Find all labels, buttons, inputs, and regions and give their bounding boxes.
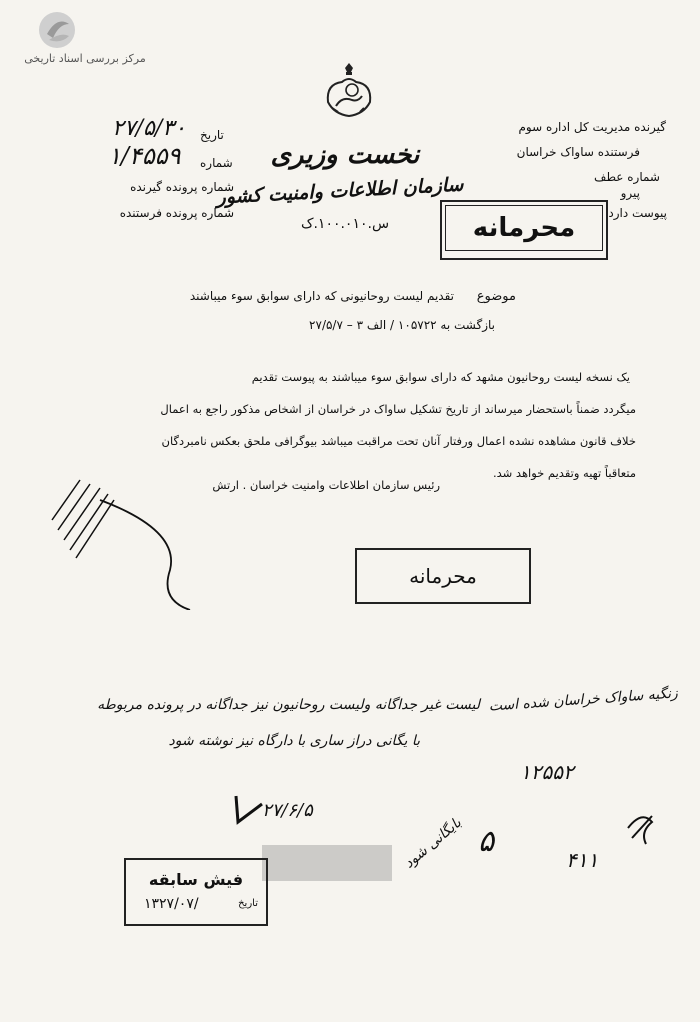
classified-stamp-top-text: محرمانه — [445, 205, 603, 251]
return-reference: بازگشت به ۱۰۵۷۲۲ / الف ۳ – ۲۷/۵/۷ — [309, 318, 495, 332]
handwritten-date: ۲۷/۶/۵ — [262, 800, 313, 821]
lion-and-sun-emblem-icon — [318, 62, 380, 122]
handwritten-bottom-number: ۴۱۱ — [566, 848, 599, 872]
body-line-2: میگردد ضمناً باستحضار میرساند از تاریخ تشکیل ساواک در خراسان از اشخاص مذکور راجع به اعمال — [160, 402, 636, 416]
record-slip-date-label: تاریخ — [238, 898, 258, 909]
classified-stamp-bottom-text: محرمانه — [409, 564, 477, 588]
body-line-3: خلاف قانون مشاهده نشده اعمال ورفتار آنان تحت مراقبت میباشد بیوگرافی ملحق بعکس نامبردگان — [161, 434, 636, 448]
record-slip-stamp — [124, 858, 268, 926]
subject-text: تقدیم لیست روحانیونی که دارای سوابق سوء میباشند — [189, 289, 454, 303]
follow-label: پیرو — [620, 186, 640, 200]
record-slip-date: ۱۳۲۷/۰۷/ — [144, 896, 199, 912]
handwritten-bottom-code: بایگانی شود — [401, 814, 465, 872]
subject-label: موضوع — [476, 289, 516, 304]
number-label: شماره — [200, 156, 233, 170]
handwritten-note-left-1: لیست غیر جداگانه ولیست روحانیون نیز جداگانه در پرونده مربوطه — [97, 697, 480, 713]
attach-label: پیوست دارد — [608, 206, 667, 220]
classified-stamp-top — [440, 200, 608, 260]
sender-file-label: شماره پرونده فرستنده — [119, 206, 234, 220]
initials-mark-icon — [622, 808, 662, 848]
record-slip-title: فیش سابقه — [148, 870, 244, 889]
header-code: س.۱۰۰.۰۱۰.ک — [300, 216, 390, 232]
header-org: سازمان اطلاعات وامنیت کشور — [216, 173, 464, 209]
margin-hatch-marks — [40, 470, 200, 610]
handwritten-note-left-2: با یگانی دراز ساری با دارگاه نیز نوشته شود — [168, 733, 420, 749]
handwritten-number-right: ۱۲۵۵۲ — [520, 760, 574, 784]
receiver-line: گیرنده مدیریت کل اداره سوم — [518, 120, 666, 134]
body-line-1: یک نسخه لیست روحانیون مشهد که دارای سوابق سوء میباشند به پیوست تقدیم — [251, 370, 630, 384]
sender-line: فرستنده ساواک خراسان — [516, 145, 640, 159]
archive-logo — [10, 10, 160, 70]
watermark-text: مرکز بررسی اسناد تاریخی — [24, 52, 146, 65]
date-value: ۲۷/۵/۳۰ — [112, 116, 186, 141]
body-line-4: متعاقباً تهیه وتقدیم خواهد شد. — [492, 466, 636, 480]
number-value: ۱/۴۵۵۹ — [108, 142, 181, 170]
handwritten-bottom-mid: ۵ — [478, 824, 495, 859]
scan-smudge — [262, 845, 392, 881]
handwritten-note-right: زنگیه ساواک خراسان شده است — [488, 685, 679, 715]
archive-logo-icon — [35, 10, 79, 50]
ref-label: شماره عطف — [594, 170, 660, 184]
receiver-file-label: شماره پرونده گیرنده — [130, 180, 234, 194]
header-title: نخست وزیری — [270, 140, 420, 170]
signature-line: رئیس سازمان اطلاعات وامنیت خراسان . ارتش — [212, 478, 440, 492]
classified-stamp-bottom — [355, 548, 531, 604]
date-label: تاریخ — [200, 128, 224, 142]
checkmark-icon — [228, 792, 268, 832]
